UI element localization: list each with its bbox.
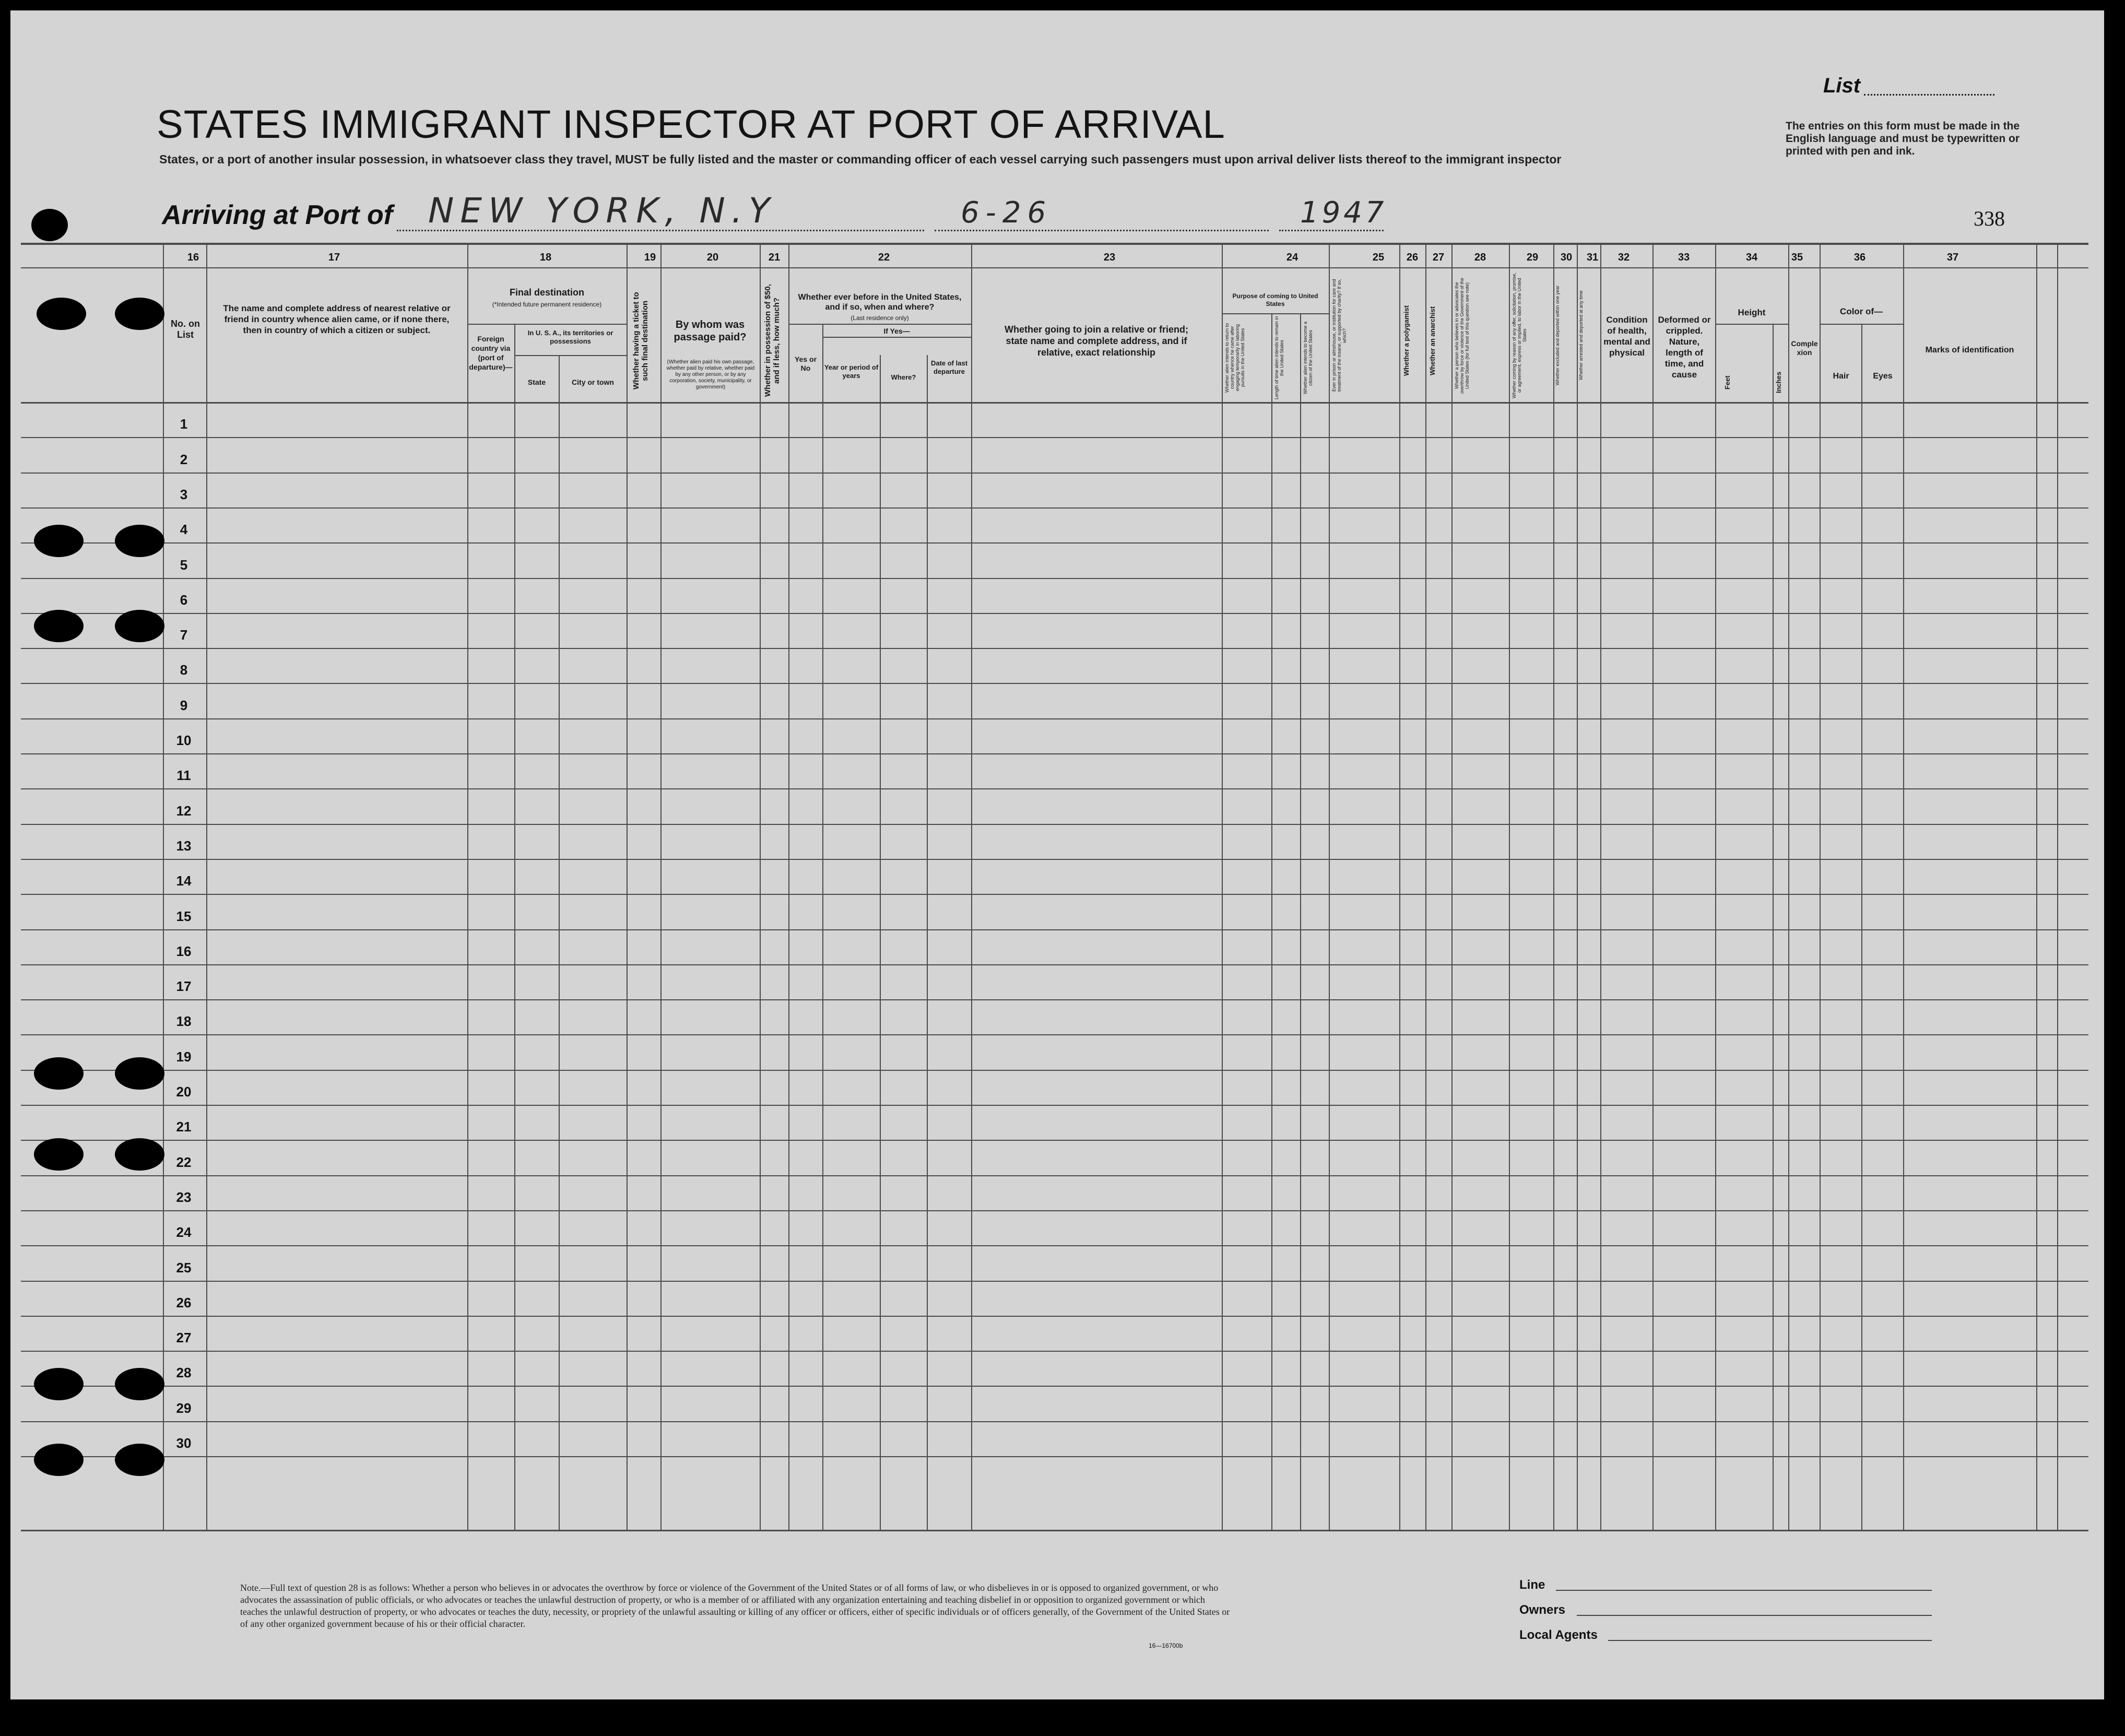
colnum-32: 32 <box>1618 252 1630 263</box>
row-number: 11 <box>176 767 191 784</box>
row-number: 23 <box>176 1189 192 1205</box>
row-number: 16 <box>176 943 192 959</box>
header-marks-identification: Marks of identification <box>1925 346 2014 355</box>
owners-label: Owners <box>1519 1603 1566 1617</box>
list-number-line <box>1864 94 1994 96</box>
col-rule <box>1788 243 1789 1530</box>
date-handwritten: 6-26 <box>961 196 1053 230</box>
header-inches: Inches <box>1775 371 1782 394</box>
col-rule <box>1222 243 1223 1530</box>
binder-hole <box>34 1057 84 1090</box>
owners-underline <box>1577 1615 1932 1616</box>
colnum-34: 34 <box>1745 252 1758 263</box>
colnum-divider <box>21 267 2088 268</box>
binder-hole <box>115 1368 164 1400</box>
header-overthrow: Whether a person who believes in or advocates the overthrow by force or violence of the Government of the United States (for full text of this question see note) <box>1454 277 1470 394</box>
binder-hole <box>115 1138 164 1171</box>
binder-hole <box>34 1368 84 1400</box>
colnum-35: 35 <box>1791 252 1803 263</box>
row-rule <box>21 753 2088 754</box>
colnum-25: 25 <box>1372 252 1385 263</box>
row-number: 21 <box>176 1119 192 1135</box>
header-height: Height <box>1738 308 1766 317</box>
header-arrested: Whether arrested and deported at any time <box>1578 290 1584 381</box>
line-label: Line <box>1519 1578 1545 1592</box>
header-color-of: Color of— <box>1839 306 1883 316</box>
row-rule <box>21 964 2088 965</box>
col-rule <box>660 243 662 1530</box>
row-rule <box>21 1210 2088 1211</box>
subheader-rule <box>514 355 627 356</box>
header-bottom-border <box>21 402 2088 404</box>
row-rule <box>21 507 2088 509</box>
subheader-rule <box>1715 324 1788 325</box>
col-rule <box>971 243 972 1530</box>
col-rule <box>1451 243 1453 1530</box>
row-number: 15 <box>176 908 192 924</box>
header-year-period: Year or period of years <box>824 363 879 380</box>
colnum-22: 22 <box>878 252 890 263</box>
header-join-relative: Whether going to join a relative or friend; state name and complete address, and if relative, exact relationship <box>1004 324 1189 358</box>
binder-hole <box>37 298 86 330</box>
row-number: 1 <box>180 416 188 432</box>
col-rule <box>1271 313 1272 1530</box>
col-rule <box>822 324 823 1530</box>
header-deformed: Deformed or crippled. Nature, length of time, and cause <box>1658 315 1711 380</box>
list-label: List <box>1823 74 1861 97</box>
header-if-yes: If Yes— <box>883 327 910 335</box>
colnum-24: 24 <box>1286 252 1298 263</box>
col-rule <box>927 355 928 1530</box>
binder-hole <box>115 1057 164 1090</box>
header-nearest-relative: The name and complete address of nearest relative or friend in country whence alien came, or if none there, then in country of which a citizen or subject. <box>223 303 451 335</box>
table-top-border <box>21 243 2088 245</box>
header-condition-health: Condition of health, mental and physical <box>1603 315 1650 358</box>
colnum-20: 20 <box>706 252 719 263</box>
row-rule <box>21 1034 2088 1035</box>
page-title: STATES IMMIGRANT INSPECTOR AT PORT OF ARRIVAL <box>157 102 1225 147</box>
header-offer-labor: Whether coming by reason of any offer, solicitation, promise, or agreement, express or implied, to labor in the United States <box>1512 273 1527 398</box>
colnum-21: 21 <box>768 252 781 263</box>
header-excluded: Whether excluded and deported within one year <box>1555 285 1560 386</box>
colnum-37: 37 <box>1946 252 1959 263</box>
col-rule <box>788 243 789 1530</box>
binder-hole <box>31 209 68 241</box>
row-number: 24 <box>176 1224 192 1241</box>
row-rule <box>21 894 2088 895</box>
col-rule <box>2057 243 2058 1530</box>
header-final-destination-note: (*Intended future permanent residence) <box>492 301 602 308</box>
row-number: 29 <box>176 1400 192 1416</box>
row-rule <box>21 999 2088 1000</box>
local-agents-label: Local Agents <box>1519 1628 1598 1642</box>
row-rule <box>21 1245 2088 1246</box>
row-number: 4 <box>180 522 188 538</box>
header-yes-no: Yes or No <box>794 355 817 372</box>
row-number: 13 <box>176 837 192 854</box>
header-hair: Hair <box>1833 372 1849 381</box>
header-passage-note: (Whether alien paid his own passage, whether paid by relative, whether paid by any other person, or by any corporation, society, municipality, or government) <box>666 359 755 390</box>
row-rule <box>21 578 2088 579</box>
col-rule <box>1553 243 1554 1530</box>
header-purpose: Purpose of coming to United States <box>1232 292 1318 308</box>
col-rule <box>1861 324 1862 1530</box>
colnum-28: 28 <box>1474 252 1486 263</box>
row-number: 6 <box>180 592 188 608</box>
header-complexion: Complexion <box>1791 339 1818 357</box>
header-state: State <box>527 378 546 386</box>
binder-hole <box>115 1444 164 1476</box>
binder-hole <box>115 525 164 557</box>
subheader-rule <box>1820 324 1903 325</box>
colnum-36: 36 <box>1854 252 1866 263</box>
col-rule <box>760 243 761 1530</box>
binder-hole <box>115 298 164 330</box>
row-rule <box>21 683 2088 684</box>
row-number: 8 <box>180 662 188 678</box>
row-number: 7 <box>180 627 188 643</box>
binder-hole <box>34 1138 84 1171</box>
header-city: City or town <box>572 378 614 386</box>
colnum-26: 26 <box>1406 252 1419 263</box>
header-passage-paid: By whom was passage paid? <box>674 319 747 343</box>
header-purpose-return: Whether alien intends to return to country whence he came after engaging temporarily in laboring pursuits in the United States <box>1224 323 1245 393</box>
header-ticket: Whether having a ticket to such final destination <box>632 292 650 389</box>
footer-note: Note.—Full text of question 28 is as follows: Whether a person who believes in or advocates the overthrow by force or violence of the Government of the United States or of all forms of law, or who disbelieves in or is opposed to organized government, or who advocates the assassination of public officials, or who advocates or teaches the unlawful destruction of property, or who is a member of or affiliated with any organization entertaining and teaching disbelief in or opposition to organized government or which teaches the unlawful destruction of property, or who advocates or teaches the duty, necessity, or propriety of the unlawful assaulting or killing of any officer or officers, either of specific individuals or of officers generally, of the Government of the United States or of any other organized government because of his or their official character. <box>240 1583 1230 1629</box>
col-rule <box>1903 243 1904 1530</box>
header-last-residence: (Last residence only) <box>851 314 909 322</box>
row-rule <box>21 824 2088 825</box>
row-rule <box>21 1105 2088 1106</box>
row-number: 18 <box>176 1013 192 1030</box>
row-number: 26 <box>176 1294 192 1310</box>
col-rule <box>1577 243 1578 1530</box>
page-number: 338 <box>1974 207 2005 230</box>
header-prison: Ever in prison or almshouse, or institution for care and treatment of the insane, or supported by charity? If so, which? <box>1331 279 1347 392</box>
row-number: 14 <box>176 873 192 889</box>
row-rule <box>21 648 2088 649</box>
col-rule <box>1509 243 1510 1530</box>
row-rule <box>21 542 2088 544</box>
colnum-29: 29 <box>1526 252 1539 263</box>
row-rule <box>21 1456 2088 1457</box>
year-line <box>1279 230 1384 231</box>
entries-instruction: The entries on this form must be made in the English language and must be typewritten or printed with pen and ink. <box>1786 120 2020 157</box>
header-no-on-list: No. on List <box>171 318 200 340</box>
row-number: 12 <box>176 802 192 819</box>
header-ever-before-us: Whether ever before in the United States, and if so, when and where? <box>798 293 962 312</box>
arriving-label: Arriving at Port of <box>162 200 393 230</box>
col-rule <box>1399 243 1400 1530</box>
col-rule <box>1329 243 1330 1530</box>
header-purpose-citizen: Whether alien intends to become a citizen of the United States <box>1303 321 1313 394</box>
row-rule <box>21 1070 2088 1071</box>
row-number: 20 <box>176 1084 192 1100</box>
col-rule <box>206 243 207 1530</box>
header-purpose-length: Length of time alien intends to remain in the United States <box>1274 316 1284 399</box>
row-rule <box>21 1281 2088 1282</box>
binder-hole <box>34 610 84 642</box>
header-where: Where? <box>891 373 916 381</box>
subheader-rule <box>467 324 627 325</box>
subheader-rule <box>822 337 971 338</box>
col-rule <box>1715 243 1716 1530</box>
binder-hole <box>34 525 84 557</box>
row-rule <box>21 1386 2088 1387</box>
header-polygamist: Whether a polygamist <box>1402 305 1410 376</box>
header-eyes: Eyes <box>1873 372 1893 381</box>
row-rule <box>21 929 2088 930</box>
colnum-18: 18 <box>539 252 552 263</box>
row-number: 19 <box>176 1048 192 1065</box>
row-rule <box>21 1421 2088 1422</box>
colnum-33: 33 <box>1678 252 1690 263</box>
table-bottom-border <box>21 1530 2088 1531</box>
colnum-31: 31 <box>1586 252 1599 263</box>
header-in-usa: In U. S. A., its territories or possessions <box>527 329 613 345</box>
binder-hole <box>115 610 164 642</box>
form-number: 16—16700b <box>1149 1642 1183 1649</box>
row-number: 3 <box>180 486 188 502</box>
row-number: 30 <box>176 1435 192 1451</box>
binder-hole <box>34 1444 84 1476</box>
line-underline <box>1556 1590 1932 1591</box>
row-rule <box>21 1316 2088 1317</box>
row-rule <box>21 437 2088 438</box>
col-rule <box>1425 243 1426 1530</box>
col-rule <box>1600 243 1601 1530</box>
row-number: 5 <box>180 557 188 573</box>
header-foreign-country: Foreign country via (port of departure)— <box>469 335 513 371</box>
row-rule <box>21 788 2088 789</box>
local-agents-underline <box>1608 1640 1932 1641</box>
row-rule <box>21 859 2088 860</box>
col-rule <box>880 355 881 1530</box>
manifest-sheet <box>10 10 2104 1699</box>
row-rule <box>21 613 2088 614</box>
port-handwritten: NEW YORK, N.Y <box>428 191 776 231</box>
colnum-23: 23 <box>1103 252 1116 263</box>
row-number: 28 <box>176 1365 192 1381</box>
col-rule <box>627 243 628 1530</box>
row-number: 9 <box>180 697 188 713</box>
row-number: 17 <box>176 978 192 995</box>
year-handwritten: 1947 <box>1300 196 1387 230</box>
row-rule <box>21 1351 2088 1352</box>
row-rule <box>21 1140 2088 1141</box>
row-rule <box>21 718 2088 719</box>
page-subtitle: States, or a port of another insular possession, in whatsoever class they travel, MUST be fully listed and the master or commanding officer of each vessel carrying such passengers must upon arrival deliver lists thereof to the immigrant inspector <box>159 152 1562 166</box>
colnum-30: 30 <box>1560 252 1573 263</box>
row-rule <box>21 1175 2088 1176</box>
col-rule <box>1820 243 1821 1530</box>
header-last-departure: Date of last departure <box>930 359 968 375</box>
row-number: 10 <box>176 733 192 748</box>
row-number: 25 <box>176 1259 192 1276</box>
col-rule <box>467 243 468 1530</box>
colnum-17: 17 <box>328 252 340 263</box>
subheader-rule <box>1222 313 1329 314</box>
header-final-destination: Final destination <box>509 287 584 298</box>
col-rule <box>1300 313 1301 1530</box>
header-possession-50: Whether in possession of $50, and if less, how much? <box>763 284 781 397</box>
date-line <box>935 230 1269 231</box>
col-rule <box>559 355 560 1530</box>
colnum-27: 27 <box>1432 252 1445 263</box>
row-rule <box>21 473 2088 474</box>
row-number: 22 <box>176 1154 192 1170</box>
row-number: 27 <box>176 1330 192 1346</box>
colnum-16: 16 <box>187 252 199 263</box>
col-rule <box>514 324 515 1530</box>
col-rule <box>1652 243 1654 1530</box>
header-feet: Feet <box>1723 375 1731 389</box>
header-anarchist: Whether an anarchist <box>1429 306 1436 375</box>
col-rule <box>2036 243 2037 1530</box>
subheader-rule <box>788 324 971 325</box>
colnum-19: 19 <box>644 252 656 263</box>
row-number: 2 <box>180 451 188 467</box>
col-rule <box>1773 324 1774 1530</box>
